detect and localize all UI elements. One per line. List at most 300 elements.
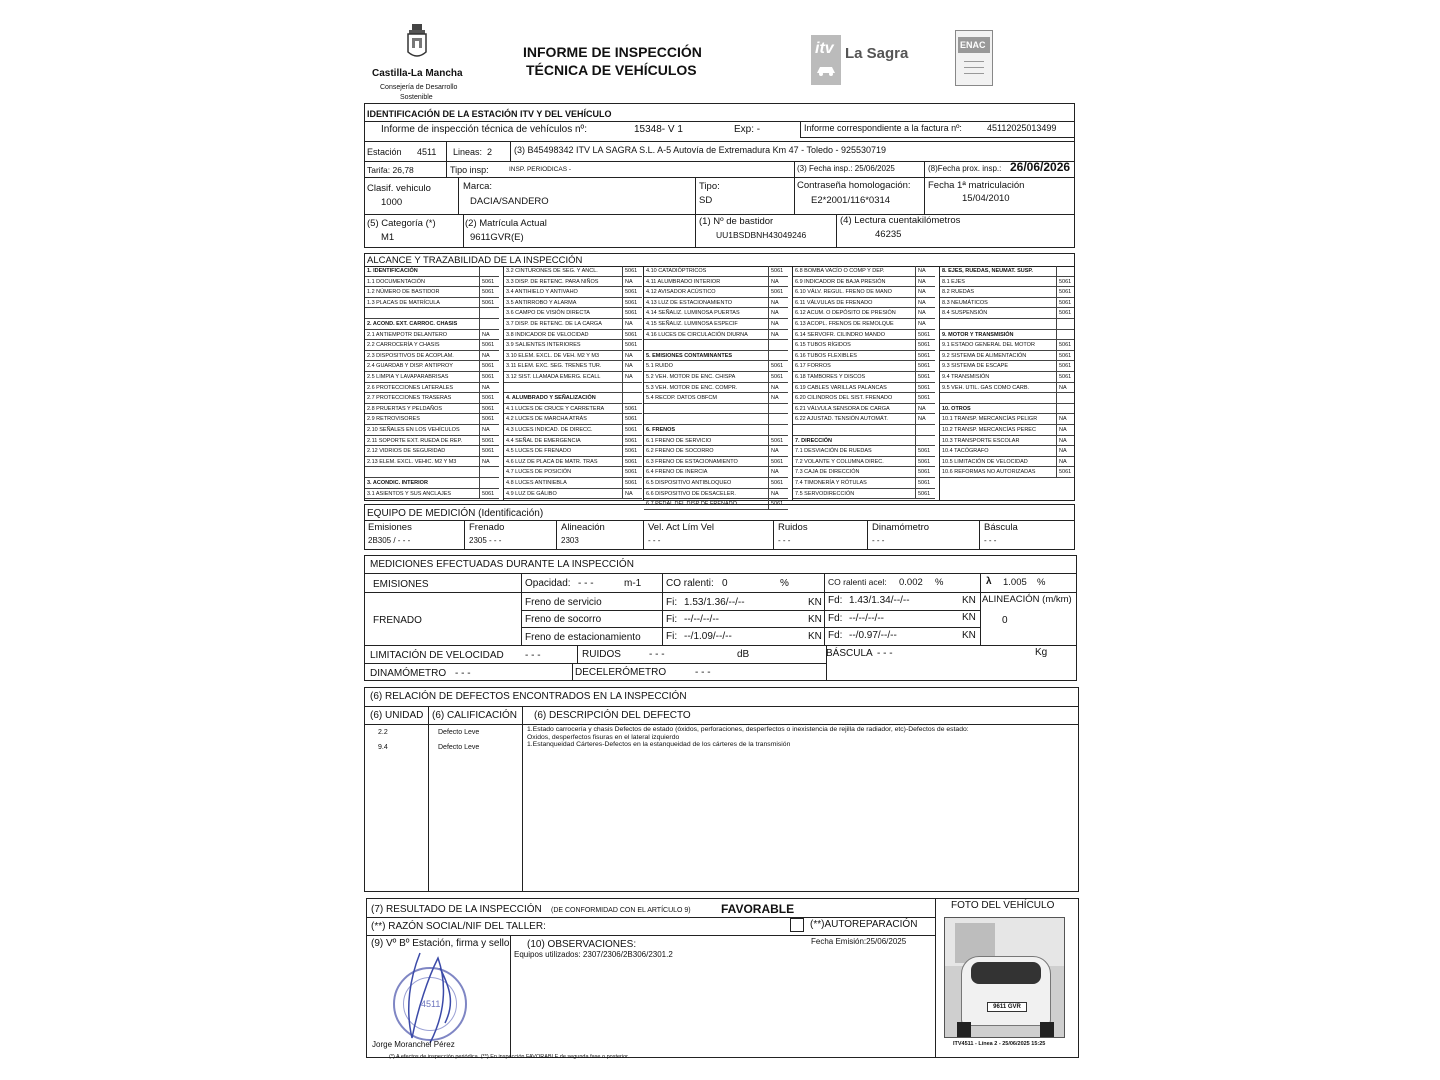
kn-3: KN <box>808 614 822 625</box>
alcance-item-label: 6.9 INDICADOR DE BAJA PRESIÓN <box>793 277 915 288</box>
stamp-number: 4511 <box>421 999 441 1009</box>
alcance-item-code: 5061 <box>622 425 642 436</box>
decelerometro-label: DECELERÓMETRO <box>575 667 667 678</box>
bascula-value: - - - <box>877 648 893 659</box>
dinamometro-label: DINAMÓMETRO <box>370 668 447 679</box>
fd-label-3: Fd: <box>828 630 843 641</box>
tarifa: Tarifa: 26,78 <box>367 165 414 175</box>
alcance-item-label <box>504 383 622 394</box>
alcance-title: ALCANCE Y TRAZABILIDAD DE LA INSPECCIÓN <box>367 255 583 266</box>
alcance-item-label: 4.3 LUCES INDICAD. DE DIRECC. <box>504 425 622 436</box>
alcance-item-label: 5.2 VEH. MOTOR DE ENC. CHISPA <box>644 372 768 383</box>
alcance-item-label: 10.5 LIMITACIÓN DE VELOCIDAD <box>940 457 1056 468</box>
alcance-item-code: 5061 <box>479 340 499 351</box>
fd-estac: --/0.97/--/-- <box>849 630 897 641</box>
alcance-item-label: 4.11 ALUMBRADO INTERIOR <box>644 277 768 288</box>
alcance-item-label <box>365 308 479 319</box>
equipo-cell <box>979 520 1075 550</box>
alcance-item-code: NA <box>1056 457 1074 468</box>
co-acel-label: CO ralenti acel: <box>828 577 887 587</box>
co-ralenti-label: CO ralenti: <box>666 578 714 589</box>
equipo-value: 2303 <box>561 536 579 545</box>
bastidor-label: (1) Nº de bastidor <box>699 216 774 227</box>
alcance-item-code <box>479 266 499 277</box>
alcance-item-label: 6.12 ACUM. O DEPÓSITO DE PRESIÓN <box>793 308 915 319</box>
alcance-item-code: 5061 <box>622 414 642 425</box>
alcance-item-code: 5061 <box>622 467 642 478</box>
alcance-item-code: 5061 <box>915 457 935 468</box>
report-no: 15348- V 1 <box>634 124 683 135</box>
alcance-item-label: 4.5 LUCES DE FRENADO <box>504 446 622 457</box>
alcance-item-code: NA <box>768 330 788 341</box>
alcance-item-code: NA <box>1056 383 1074 394</box>
alcance-item-code <box>1056 330 1074 341</box>
fd-servicio: 1.43/1.34/--/-- <box>849 595 910 606</box>
fi-estac: --/1.09/--/-- <box>684 631 732 642</box>
alcance-item-label: 10.1 TRANSP. MERCANCÍAS PELIGR <box>940 414 1056 425</box>
matricula-value: 9611GVR(E) <box>470 232 524 243</box>
invoice-label: Informe correspondiente a la factura nº: <box>804 123 962 133</box>
autoreparacion-label: (**)AUTOREPARACIÓN <box>810 919 918 930</box>
frenado-label: FRENADO <box>373 615 422 626</box>
alcance-item-label: 6.5 DISPOSITIVO ANTIBLOQUEO <box>644 478 768 489</box>
freno-socorro-label: Freno de socorro <box>525 614 602 625</box>
alcance-item-label: 1.3 PLACAS DE MATRÍCULA <box>365 298 479 309</box>
alcance-item-code: NA <box>479 383 499 394</box>
alcance-item-code: NA <box>915 277 935 288</box>
lim-vel-label: LIMITACIÓN DE VELOCIDAD <box>370 650 504 661</box>
equipo-label: Vel. Act Lím Vel <box>648 522 715 533</box>
autoreparacion-checkbox[interactable] <box>790 918 804 932</box>
alcance-item-code: NA <box>622 372 642 383</box>
alcance-item-label: 2.9 RETROVISORES <box>365 414 479 425</box>
marca-label: Marca: <box>463 181 493 192</box>
alcance-item-code: 5061 <box>479 393 499 404</box>
alcance-item-label: 1.1 DOCUMENTACIÓN <box>365 277 479 288</box>
alcance-item-code: NA <box>479 330 499 341</box>
alcance-item-label: 5.3 VEH. MOTOR DE ENC. COMPR. <box>644 383 768 394</box>
alcance-item-label: 4.14 SEÑALIZ. LUMINOSA PUERTAS <box>644 308 768 319</box>
alcance-item-label <box>365 467 479 478</box>
alcance-item-label: 4. ALUMBRADO Y SEÑALIZACIÓN <box>504 393 622 404</box>
alcance-item-label: 10. OTROS <box>940 404 1056 415</box>
alcance-item-label: 2.2 CARROCERÍA Y CHASIS <box>365 340 479 351</box>
co-ralenti: 0 <box>722 578 728 589</box>
alcance-item-label: 2.3 DISPOSITIVOS DE ACOPLAM. <box>365 351 479 362</box>
alcance-item-code <box>768 351 788 362</box>
alcance-item-label: 8.4 SUSPENSIÓN <box>940 308 1056 319</box>
bascula-label: BÁSCULA <box>826 648 873 659</box>
alcance-item-code: 5061 <box>622 308 642 319</box>
alcance-item-code: 5061 <box>915 330 935 341</box>
equipo-cell <box>867 520 979 550</box>
clasif-label: Clasif. vehiculo <box>367 183 431 194</box>
ruidos-unit: dB <box>737 649 750 660</box>
alcance-item-code: 5061 <box>1056 467 1074 478</box>
fi-label-3: Fi: <box>666 631 678 642</box>
alcance-item-label: 2.12 VIDRIOS DE SEGURIDAD <box>365 446 479 457</box>
alcance-item-label: 6.17 FORROS <box>793 361 915 372</box>
alcance-item-label <box>793 425 915 436</box>
equipo-cell <box>773 520 867 550</box>
alcance-item-label: 7.2 VOLANTE Y COLUMNA DIREC. <box>793 457 915 468</box>
lambda-unit: % <box>1037 577 1046 588</box>
foto-label: FOTO DEL VEHÍCULO <box>951 900 1055 911</box>
equipo-label: Dinamómetro <box>872 522 930 533</box>
alcance-item-code: 5061 <box>479 436 499 447</box>
alcance-item-label: 4.16 LUCES DE CIRCULACIÓN DIURNA <box>644 330 768 341</box>
fi-servicio: 1.53/1.36/--/-- <box>684 597 745 608</box>
alcance-item-code: 5061 <box>1056 351 1074 362</box>
alcance-item-label: 9. MOTOR Y TRANSMISIÓN <box>940 330 1056 341</box>
alcance-item-label: 6.8 BOMBA VACÍO O COMP Y DEP. <box>793 266 915 277</box>
alcance-item-code: 5061 <box>622 266 642 277</box>
alcance-item-code: 5061 <box>915 393 935 404</box>
alcance-item-code <box>768 404 788 415</box>
equipo-value: - - - <box>984 536 997 545</box>
alcance-item-code: 5061 <box>915 372 935 383</box>
alcance-item-code <box>915 436 935 447</box>
station-logo-text: La Sagra <box>845 45 909 62</box>
equipo-cell <box>464 520 556 550</box>
alcance-item-code: 5061 <box>768 361 788 372</box>
alcance-item-label: 2.11 SOPORTE EXT. RUEDA DE REP. <box>365 436 479 447</box>
equipo-cell <box>556 520 643 550</box>
footnote: (*) A efectos de inspección periódica. (**) En inspección FAVORABLE de segunda fase o posterior. <box>389 1054 630 1060</box>
alcance-item-code: 5061 <box>622 436 642 447</box>
alcance-item-label: 4.4 SEÑAL DE EMERGENCIA <box>504 436 622 447</box>
fi-label-2: Fi: <box>666 614 678 625</box>
alcance-item-label: 2.8 PRUERTAS Y PELDAÑOS <box>365 404 479 415</box>
vehicle-photo <box>944 917 1065 1038</box>
alcance-item-code: 5061 <box>479 298 499 309</box>
photo-caption: ITV4511 - Línea 2 - 25/06/2025 15:25 <box>953 1041 1046 1047</box>
col-unidad: (6) UNIDAD <box>370 710 424 721</box>
alcance-item-label: 2.7 PROTECCIONES TRASERAS <box>365 393 479 404</box>
kn-2: KN <box>962 595 976 606</box>
opacidad-unit: m-1 <box>624 578 642 589</box>
alcance-item-code: NA <box>915 266 935 277</box>
alcance-item-label: 9.5 VEH. UTIL. GAS COMO CARB. <box>940 383 1056 394</box>
lines-value: 2 <box>487 147 493 157</box>
alcance-item-label: 6.13 ACOPL. FRENOS DE REMOLQUE <box>793 319 915 330</box>
alcance-item-code: NA <box>768 489 788 500</box>
tipo-value: SD <box>699 195 713 206</box>
alcance-item-label: 1.2 NÚMERO DE BASTIDOR <box>365 287 479 298</box>
tipo-insp: INSP. PERIODICAS - <box>509 166 572 173</box>
vb-label: (9) Vº Bº Estación, firma y sello <box>371 938 510 949</box>
alcance-item-label <box>644 414 768 425</box>
equipo-value: 2B305 / - - - <box>368 536 411 545</box>
contrasena-label: Contraseña homologación: <box>797 180 911 191</box>
alcance-item-code: NA <box>622 319 642 330</box>
alcance-item-label: 6.14 SERVOFR. CILINDRO MANDO <box>793 330 915 341</box>
alcance-item-code: NA <box>915 414 935 425</box>
fd-label-2: Fd: <box>828 613 843 624</box>
alcance-item-label: 8.2 RUEDAS <box>940 287 1056 298</box>
alcance-item-code: NA <box>768 393 788 404</box>
alcance-item-code: NA <box>768 467 788 478</box>
equipo-value: 2305 - - - <box>469 536 502 545</box>
alcance-item-label: 7.5 SERVODIRECCIÓN <box>793 489 915 500</box>
alcance-item-label: 3.4 ANTIHIELO Y ANTIVAHO <box>504 287 622 298</box>
resultado-art: (DE CONFORMIDAD CON EL ARTÍCULO 9) <box>551 907 691 914</box>
alcance-item-code <box>622 393 642 404</box>
alcance-item-code <box>768 340 788 351</box>
equipo-value: - - - <box>648 536 661 545</box>
alcance-item-label: 5. EMISIONES CONTAMINANTES <box>644 351 768 362</box>
bastidor-value: UU1BSDBNH43049246 <box>716 230 807 240</box>
alcance-item-label: 9.4 TRANSMISIÓN <box>940 372 1056 383</box>
alcance-item-label: 2.6 PROTECCIONES LATERALES <box>365 383 479 394</box>
region-sub2: Sostenible <box>400 94 433 101</box>
marca-value: DACIA/SANDERO <box>470 196 549 207</box>
equipo-label: Emisiones <box>368 522 412 533</box>
alcance-item-code: NA <box>768 319 788 330</box>
alcance-item-label: 2.10 SEÑALES EN LOS VEHÍCULOS <box>365 425 479 436</box>
lim-vel-value: - - - <box>525 650 541 661</box>
alcance-item-label: 3.8 INDICADOR DE VELOCIDAD <box>504 330 622 341</box>
fecha-prox: 26/06/2026 <box>1010 160 1071 174</box>
report-no-label: Informe de inspección técnica de vehículos nº: <box>381 124 587 135</box>
alcance-item-label: 6.16 TUBOS FLEXIBLES <box>793 351 915 362</box>
kn-5: KN <box>808 631 822 642</box>
alcance-item-label: 2.4 GUARDAB Y DISP. ANTIPROY <box>365 361 479 372</box>
alcance-item-label: 3.11 ELEM. EXC. SEG. TRENES TUR. <box>504 361 622 372</box>
alcance-item-label: 3.6 CAMPO DE VISIÓN DIRECTA <box>504 308 622 319</box>
alcance-item-label <box>644 404 768 415</box>
alcance-item-label: 2. ACOND. EXT. CARROC. CHASIS <box>365 319 479 330</box>
alcance-item-label: 7.4 TIMONERÍA Y RÓTULAS <box>793 478 915 489</box>
enac-logo: ENAC <box>955 30 993 86</box>
alcance-item-code: 5061 <box>1056 277 1074 288</box>
alcance-item-label: 10.2 TRANSP. MERCANCÍAS PEREC <box>940 425 1056 436</box>
alcance-item-label: 9.1 ESTADO GENERAL DEL MOTOR <box>940 340 1056 351</box>
alcance-item-code: 5061 <box>915 467 935 478</box>
defect-2-calif: Defecto Leve <box>438 744 480 751</box>
alcance-item-label <box>644 340 768 351</box>
alineacion-value: 0 <box>1002 615 1008 626</box>
alcance-item-label: 2.1 ANTIEMPOTR DELANTERO <box>365 330 479 341</box>
categoria-label: (5) Categoría (*) <box>367 218 436 229</box>
alcance-item-label: 4.15 SEÑALIZ. LUMINOSA ESPECIF <box>644 319 768 330</box>
alcance-item-label: 6.10 VÁLV. REGUL. FRENO DE MANO <box>793 287 915 298</box>
alcance-item-code: 5061 <box>768 372 788 383</box>
alcance-item-label: 8. EJES, RUEDAS, NEUMAT. SUSP. <box>940 266 1056 277</box>
alcance-item-code: 5061 <box>1056 361 1074 372</box>
alcance-item-label: 5.1 RUIDO <box>644 361 768 372</box>
alcance-item-code: NA <box>915 404 935 415</box>
col-desc: (6) DESCRIPCIÓN DEL DEFECTO <box>534 710 691 721</box>
alcance-item-code: NA <box>915 308 935 319</box>
alcance-item-code: NA <box>622 277 642 288</box>
alcance-item-code: NA <box>1056 414 1074 425</box>
alcance-item-label: 6.6 DISPOSITIVO DE DESACELER. <box>644 489 768 500</box>
region-logo <box>402 22 432 64</box>
alcance-item-code <box>1056 319 1074 330</box>
alcance-item-code: NA <box>768 308 788 319</box>
alcance-item-code <box>479 308 499 319</box>
alineacion-label: ALINEACIÓN (m/km) <box>982 594 1072 605</box>
co-ralenti-unit: % <box>780 578 789 589</box>
fecha-matric: 15/04/2010 <box>962 193 1010 204</box>
taller-label: (**) RAZÓN SOCIAL/NIF DEL TALLER: <box>371 921 546 932</box>
defect-2-desc1: 1.Estanqueidad Cárteres-Defectos en la estanqueidad de los cárteres de la transmisión <box>527 741 791 748</box>
equipo-cell <box>364 520 464 550</box>
km-value: 46235 <box>875 229 902 240</box>
lambda-label: λ <box>986 576 992 587</box>
fecha-emision: Fecha Emisión:25/06/2025 <box>811 937 907 946</box>
alcance-item-label: 7. DIRECCIÓN <box>793 436 915 447</box>
alcance-item-code: 5061 <box>768 457 788 468</box>
alcance-item-code: 5061 <box>622 287 642 298</box>
alcance-item-label: 3.9 SALIENTES INTERIORES <box>504 340 622 351</box>
signer-name: Jorge Moranchel Pérez <box>372 1040 455 1049</box>
alcance-item-code <box>1056 404 1074 415</box>
ruidos-label: RUIDOS <box>582 649 621 660</box>
equipo-cell <box>643 520 773 550</box>
alcance-item-label: 3.3 DISP. DE RETENC. PARA NIÑOS <box>504 277 622 288</box>
station-label: Estación <box>367 147 402 157</box>
alcance-item-label: 6.15 TUBOS RÍGIDOS <box>793 340 915 351</box>
lambda-value: 1.005 <box>1003 577 1027 588</box>
defect-1-desc1: 1.Estado carrocería y chasis Defectos de estado (óxidos, perforaciones, desperfectos o inexistencia de rejilla de radiador, etc)-Defectos de estado: <box>527 726 969 733</box>
alcance-item-label: 3.5 ANTIRROBO Y ALARMA <box>504 298 622 309</box>
alcance-item-code: NA <box>768 298 788 309</box>
alcance-item-code: 5061 <box>479 361 499 372</box>
vehicle-plate: 9611 GVR <box>987 1002 1027 1012</box>
alcance-item-code: 5061 <box>479 414 499 425</box>
contrasena-value: E2*2001/116*0314 <box>811 195 891 206</box>
alcance-item-code <box>1056 393 1074 404</box>
alcance-item-label: 6.22 AJUSTAD. TENSIÓN AUTOMÁT. <box>793 414 915 425</box>
signature <box>390 948 470 1048</box>
alcance-item-label: 3.7 DISP. DE RETENC. DE LA CARGA <box>504 319 622 330</box>
alcance-item-label: 4.10 CATADIÓPTRICOS <box>644 266 768 277</box>
equipo-label: Ruidos <box>778 522 808 533</box>
equipo-value: - - - <box>778 536 791 545</box>
alcance-item-code: NA <box>915 319 935 330</box>
equipo-label: Báscula <box>984 522 1018 533</box>
alcance-item-code <box>479 319 499 330</box>
alcance-item-label: 10.6 REFORMAS NO AUTORIZADAS <box>940 467 1056 478</box>
fd-label-1: Fd: <box>828 595 843 606</box>
alcance-item-code <box>479 478 499 489</box>
alcance-item-code: 5061 <box>915 446 935 457</box>
alcance-item-label: 6.7 PEDAL DEL DISP DE FRENADO <box>644 499 768 510</box>
decelerometro-value: - - - <box>695 667 711 678</box>
freno-estac-label: Freno de estacionamiento <box>525 632 641 643</box>
alcance-item-code: NA <box>479 425 499 436</box>
fi-socorro: --/--/--/-- <box>684 614 719 625</box>
tipo-label: Tipo: <box>699 181 720 192</box>
alcance-item-code: NA <box>479 457 499 468</box>
alcance-item-code: NA <box>622 489 642 500</box>
alcance-item-code <box>1056 266 1074 277</box>
dinamometro-value: - - - <box>455 668 471 679</box>
alcance-item-label: 4.6 LUZ DE PLACA DE MATR. TRAS <box>504 457 622 468</box>
alcance-item-code: 5061 <box>622 340 642 351</box>
alcance-item-label: 4.8 LUCES ANTINIEBLA <box>504 478 622 489</box>
alcance-item-code: 5061 <box>622 446 642 457</box>
alcance-item-label: 6.18 TAMBORES Y DISCOS <box>793 372 915 383</box>
alcance-item-code: 5061 <box>768 436 788 447</box>
station-no: 4511 <box>417 147 437 157</box>
resultado-label: (7) RESULTADO DE LA INSPECCIÓN <box>371 904 542 915</box>
alcance-item-code: 5061 <box>479 489 499 500</box>
alcance-item-label: 4.2 LUCES DE MARCHA ATRÁS <box>504 414 622 425</box>
alcance-item-code <box>479 467 499 478</box>
alcance-item-label: 6.19 CABLES VARILLAS PALANCAS <box>793 383 915 394</box>
bascula-unit: Kg <box>1035 647 1048 658</box>
alcance-item-label: 3.12 SIST. LLAMADA EMERG. ECALL <box>504 372 622 383</box>
alcance-item-label: 9.3 SISTEMA DE ESCAPE <box>940 361 1056 372</box>
alcance-item-code: NA <box>1056 425 1074 436</box>
opacidad-label: Opacidad: <box>525 578 571 589</box>
alcance-item-code <box>622 383 642 394</box>
alcance-item-label: 10.3 TRANSPORTE ESCOLAR <box>940 436 1056 447</box>
itv-logo: itv <box>811 35 841 85</box>
station-address: (3) B45498342 ITV LA SAGRA S.L. A-5 Autovía de Extremadura Km 47 - Toledo - 925530719 <box>514 145 887 155</box>
alcance-item-code: 5061 <box>915 340 935 351</box>
alcance-item-code: NA <box>1056 446 1074 457</box>
report-title-line1: INFORME DE INSPECCIÓN <box>523 44 702 60</box>
alcance-item-code: 5061 <box>915 383 935 394</box>
alcance-item-code: 5061 <box>1056 372 1074 383</box>
alcance-item-code: NA <box>768 277 788 288</box>
alcance-item-code: NA <box>768 383 788 394</box>
equipo-label: Frenado <box>469 522 505 533</box>
alcance-item-label: 7.1 DESVIACIÓN DE RUEDAS <box>793 446 915 457</box>
alcance-item-label: 4.13 LUZ DE ESTACIONAMIENTO <box>644 298 768 309</box>
clasif-value: 1000 <box>381 197 403 208</box>
fecha-insp: (3) Fecha insp.: 25/06/2025 <box>797 164 895 173</box>
alcance-item-label: 3. ACONDIC. INTERIOR <box>365 478 479 489</box>
alcance-item-code <box>768 425 788 436</box>
exp-value: Exp: - <box>734 124 761 135</box>
region-name: Castilla-La Mancha <box>372 68 463 79</box>
alcance-item-label: 3.2 CINTURONES DE SEG. Y ANCL. <box>504 266 622 277</box>
alcance-item-code: 5061 <box>1056 287 1074 298</box>
alcance-item-label: 4.9 LUZ DE GÁLIBO <box>504 489 622 500</box>
alcance-item-label: 8.1 EJES <box>940 277 1056 288</box>
invoice-no: 45112025013499 <box>987 123 1057 133</box>
alcance-item-code: 5061 <box>1056 308 1074 319</box>
alcance-item-code: 5061 <box>768 478 788 489</box>
alcance-item-code: 5061 <box>768 499 788 510</box>
alcance-item-label: 6.4 FRENO DE INERCIA <box>644 467 768 478</box>
ident-title: IDENTIFICACIÓN DE LA ESTACIÓN ITV Y DEL VEHÍCULO <box>367 109 612 119</box>
alcance-item-label: 4.12 AVISADOR ACÚSTICO <box>644 287 768 298</box>
alcance-item-label: 8.3 NEUMÁTICOS <box>940 298 1056 309</box>
equipo-row <box>364 520 1075 550</box>
alcance-item-code: 5061 <box>622 298 642 309</box>
freno-servicio-label: Freno de servicio <box>525 597 602 608</box>
observaciones-label: (10) OBSERVACIONES: <box>527 939 637 950</box>
defect-1-unidad: 2.2 <box>378 729 388 736</box>
alcance-item-label: 4.1 LUCES DE CRUCE Y CARRETERA <box>504 404 622 415</box>
alcance-item-code: 5061 <box>915 489 935 500</box>
alcance-item-code: NA <box>915 287 935 298</box>
matricula-label: (2) Matrícula Actual <box>465 218 547 229</box>
resultado-value: FAVORABLE <box>721 902 795 916</box>
co-acel-unit: % <box>935 577 944 588</box>
alcance-item-label: 2.5 LIMPIA Y LAVAPARABRISAS <box>365 372 479 383</box>
categoria-value: M1 <box>381 232 395 243</box>
alcance-item-label: 6.20 CILINDROS DEL SIST. FRENADO <box>793 393 915 404</box>
alcance-item-code: 5061 <box>1056 298 1074 309</box>
equipos-utilizados: Equipos utilizados: 2307/2306/2B306/2301.2 <box>514 950 673 959</box>
